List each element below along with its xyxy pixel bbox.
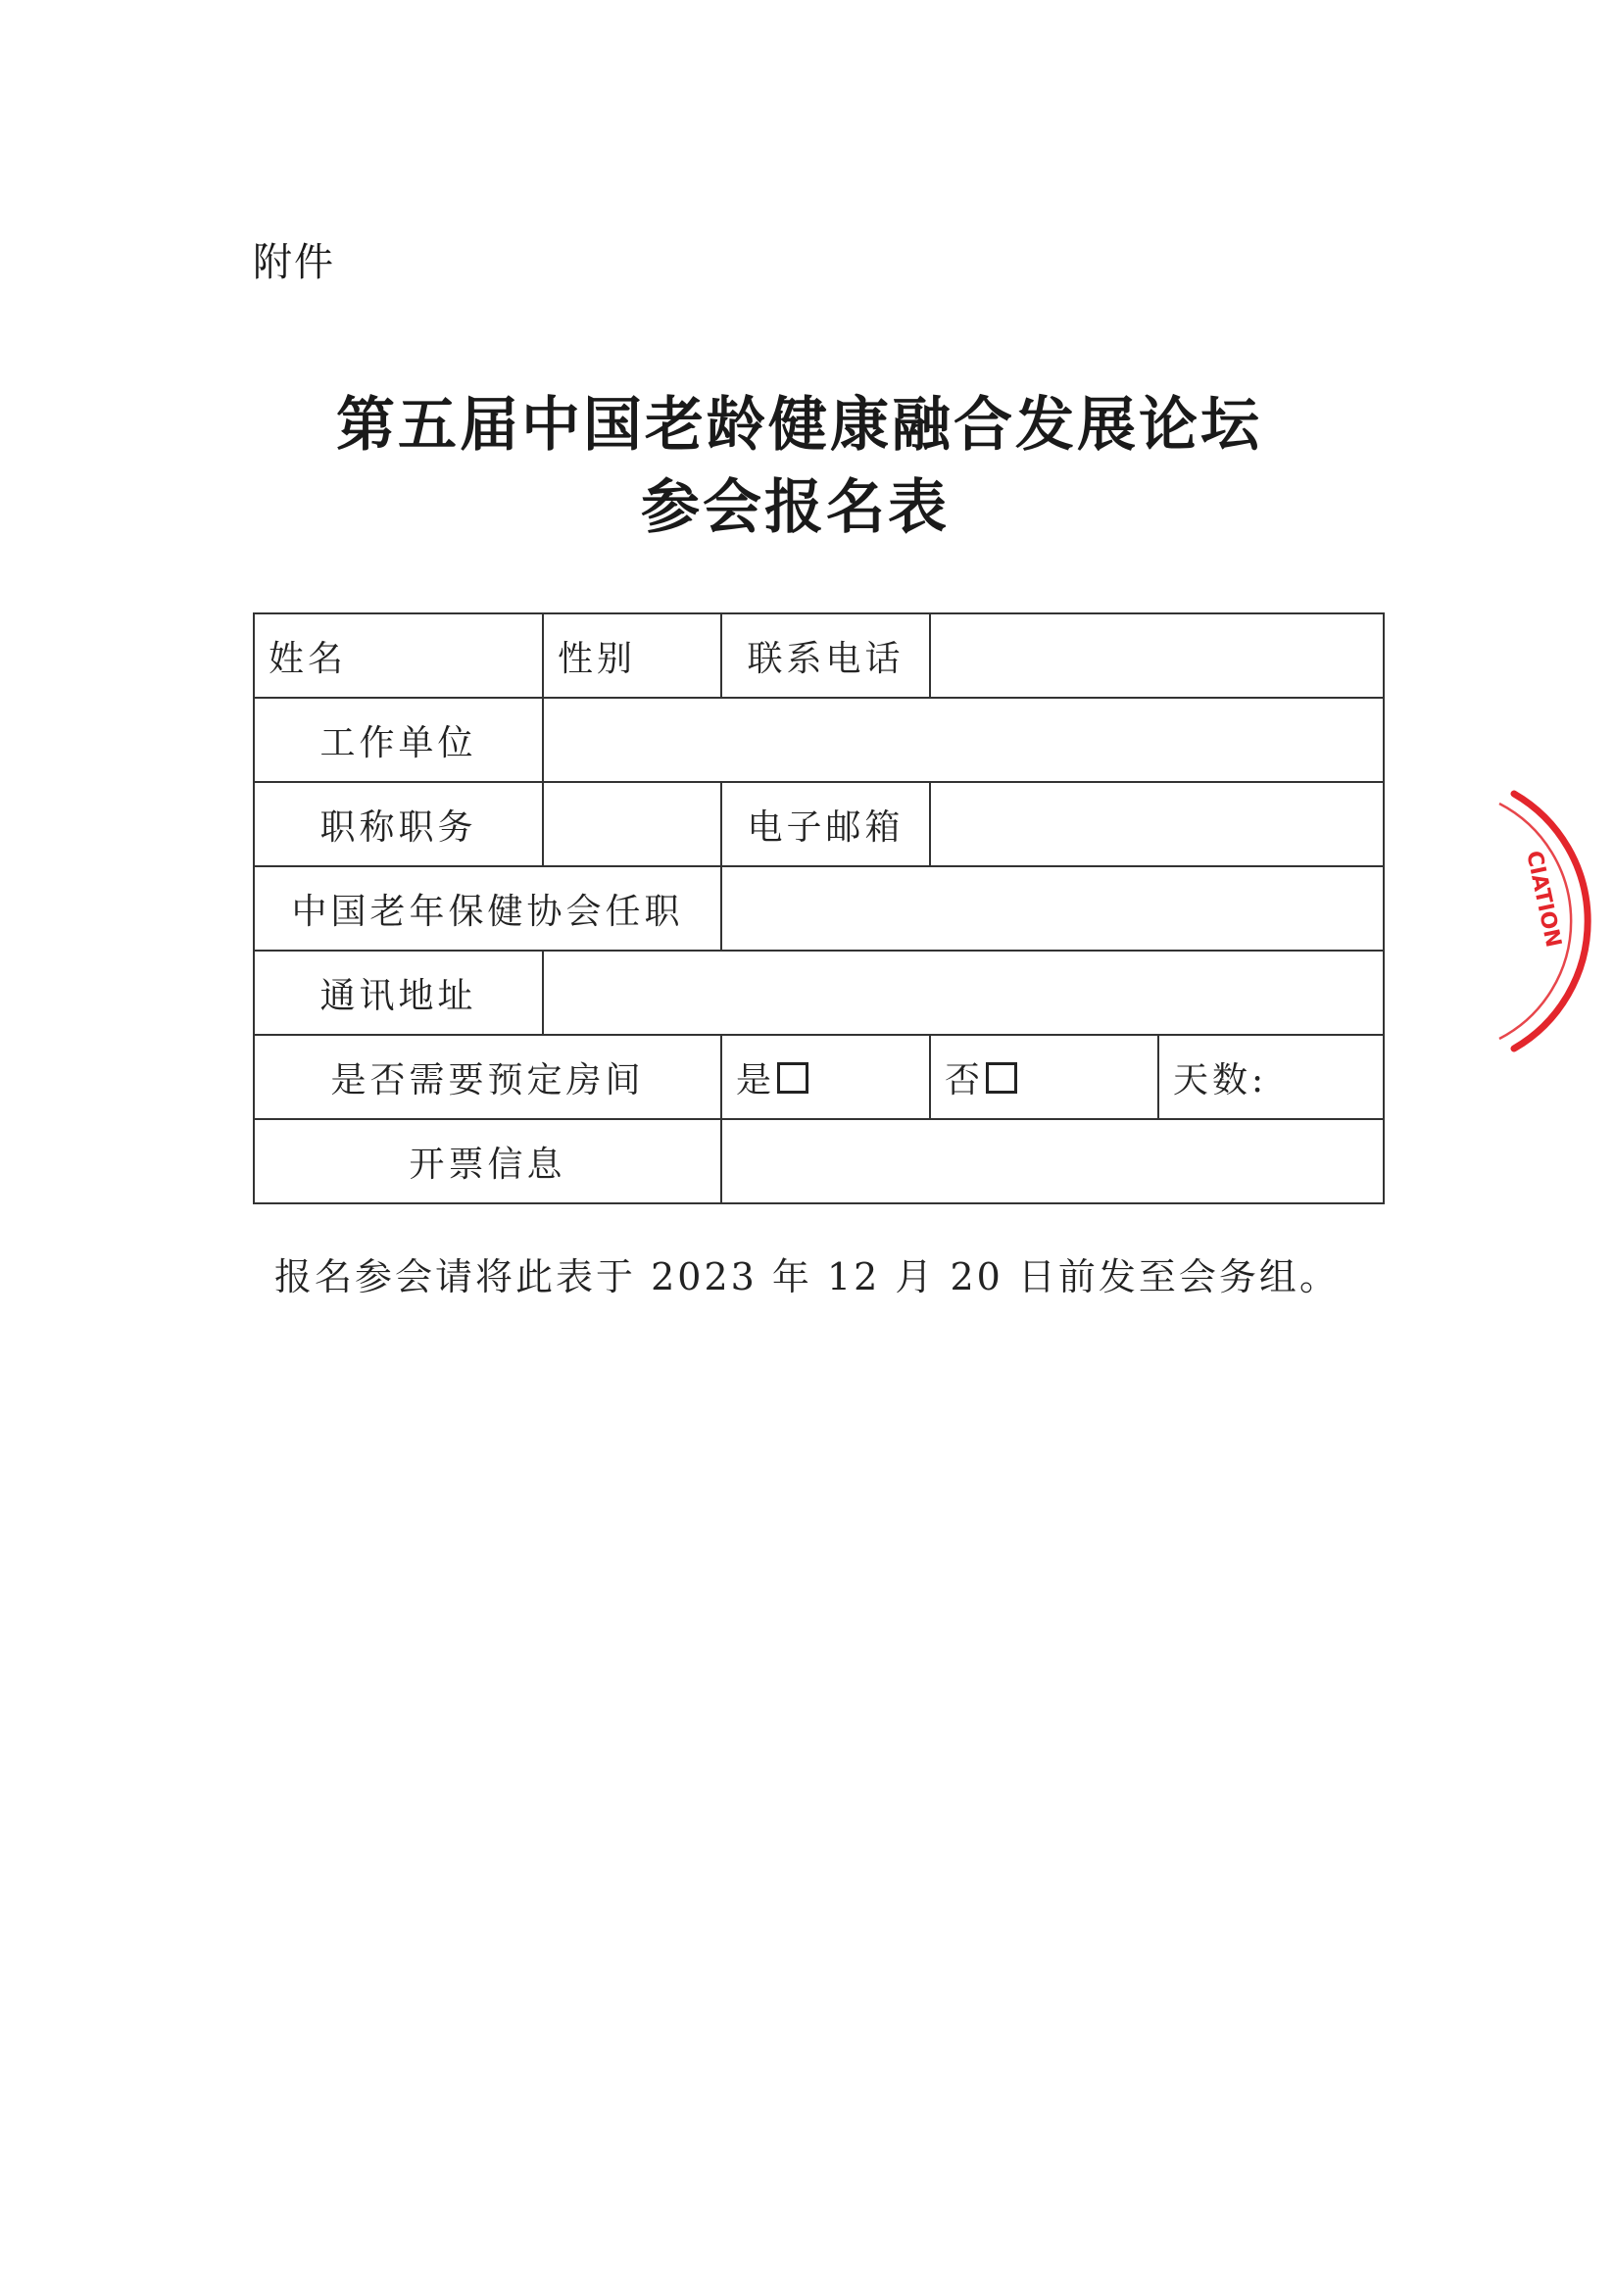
workplace-field[interactable]: [543, 698, 1384, 782]
no-label: 否: [945, 1059, 985, 1100]
phone-field[interactable]: [930, 613, 1384, 698]
no-checkbox[interactable]: [986, 1062, 1017, 1094]
room-label: 是否需要预定房间: [254, 1035, 721, 1119]
room-no-option[interactable]: [930, 1035, 1158, 1119]
phone-label: 联系电话: [721, 613, 930, 698]
email-field[interactable]: [930, 782, 1384, 866]
position-label: 职称职务: [254, 782, 543, 866]
days-label: 天数:: [1173, 1059, 1268, 1100]
invoice-field[interactable]: [721, 1119, 1384, 1203]
form-title: 第五届中国老龄健康融合发展论坛: [336, 391, 1262, 460]
position-field[interactable]: [543, 782, 721, 866]
address-label: 通讯地址: [254, 951, 543, 1035]
seal-stamp-icon: [1470, 774, 1614, 1068]
table-row: [254, 1035, 1384, 1119]
name-label: 姓名: [254, 613, 543, 698]
table-row: [254, 782, 1384, 866]
official-seal: [1470, 774, 1614, 1068]
form-subtitle: 参会报名表: [641, 473, 950, 542]
table-row: [254, 866, 1384, 951]
gender-label: 性别: [543, 613, 721, 698]
room-yes-option[interactable]: [721, 1035, 930, 1119]
yes-checkbox[interactable]: [777, 1062, 808, 1094]
table-row: [254, 1119, 1384, 1203]
invoice-label: 开票信息: [254, 1119, 721, 1203]
workplace-label: 工作单位: [254, 698, 543, 782]
registration-form-table: [253, 612, 1385, 1204]
yes-label: 是: [736, 1059, 776, 1100]
attachment-label: 附件: [253, 240, 335, 285]
address-field[interactable]: [543, 951, 1384, 1035]
table-row: [254, 951, 1384, 1035]
association-role-label: 中国老年保健协会任职: [254, 866, 721, 951]
seal-text: CIATION: [1521, 849, 1566, 951]
email-label: 电子邮箱: [721, 782, 930, 866]
table-row: [254, 613, 1384, 698]
submission-note: 报名参会请将此表于 2023 年 12 月 20 日前发至会务组。: [274, 1255, 1340, 1298]
days-field[interactable]: [1158, 1035, 1384, 1119]
association-role-field[interactable]: [721, 866, 1384, 951]
table-row: [254, 698, 1384, 782]
